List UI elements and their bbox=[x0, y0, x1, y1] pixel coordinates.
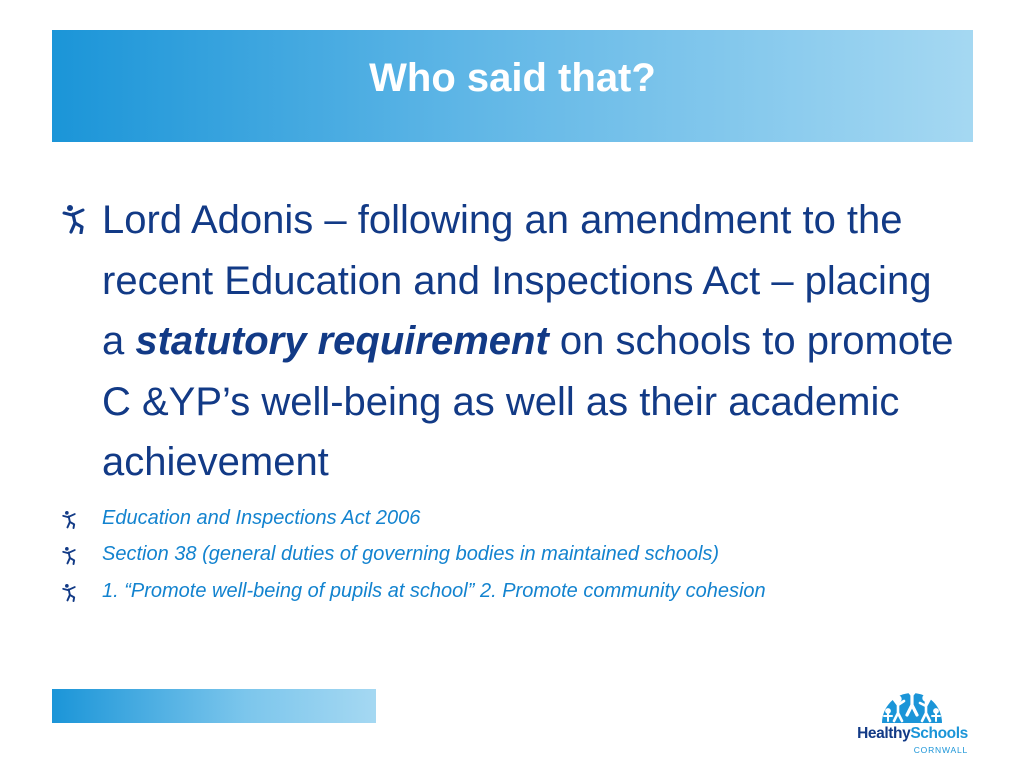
main-bullet-item bbox=[62, 190, 962, 493]
statutory-requirement-emphasis: statutory requirement bbox=[135, 319, 549, 363]
sub-bullet-text: 1. “Promote well-being of pupils at school” 2. Promote community cohesion bbox=[102, 579, 766, 602]
sub-bullet-text: Section 38 (general duties of governing bodies in maintained schools) bbox=[102, 543, 720, 565]
title-banner bbox=[52, 30, 973, 142]
running-figure-icon bbox=[62, 510, 79, 529]
logo-word-schools: Schools bbox=[910, 725, 968, 742]
logo-subtitle: CORNWALL bbox=[913, 745, 968, 755]
sub-bullet-item bbox=[62, 578, 962, 615]
sub-bullet-item bbox=[62, 541, 962, 578]
logo-word-healthy: Healthy bbox=[857, 725, 911, 742]
running-figure-icon bbox=[62, 204, 90, 234]
healthy-schools-logo bbox=[845, 673, 980, 763]
running-figure-icon bbox=[62, 583, 79, 602]
running-figure-icon bbox=[62, 546, 79, 565]
slide-content bbox=[62, 190, 962, 614]
sub-bullet-text: Education and Inspections Act 2006 bbox=[102, 506, 421, 529]
main-bullet-text bbox=[102, 190, 962, 493]
footer-accent-bar bbox=[52, 689, 376, 723]
slide-title: Who said that? bbox=[369, 55, 656, 100]
children-jumping-emblem-icon bbox=[880, 673, 944, 729]
sub-bullet-item bbox=[62, 505, 962, 542]
main-text-outro: on schools to promote C &YP’s well-being as well as their academic achievement bbox=[102, 319, 954, 484]
sub-bullet-list bbox=[62, 505, 962, 615]
main-text-intro: Lord Adonis – following an amendment to the recent Education and Inspections Act – placing a bbox=[102, 198, 932, 363]
logo-wordmark bbox=[845, 725, 980, 743]
